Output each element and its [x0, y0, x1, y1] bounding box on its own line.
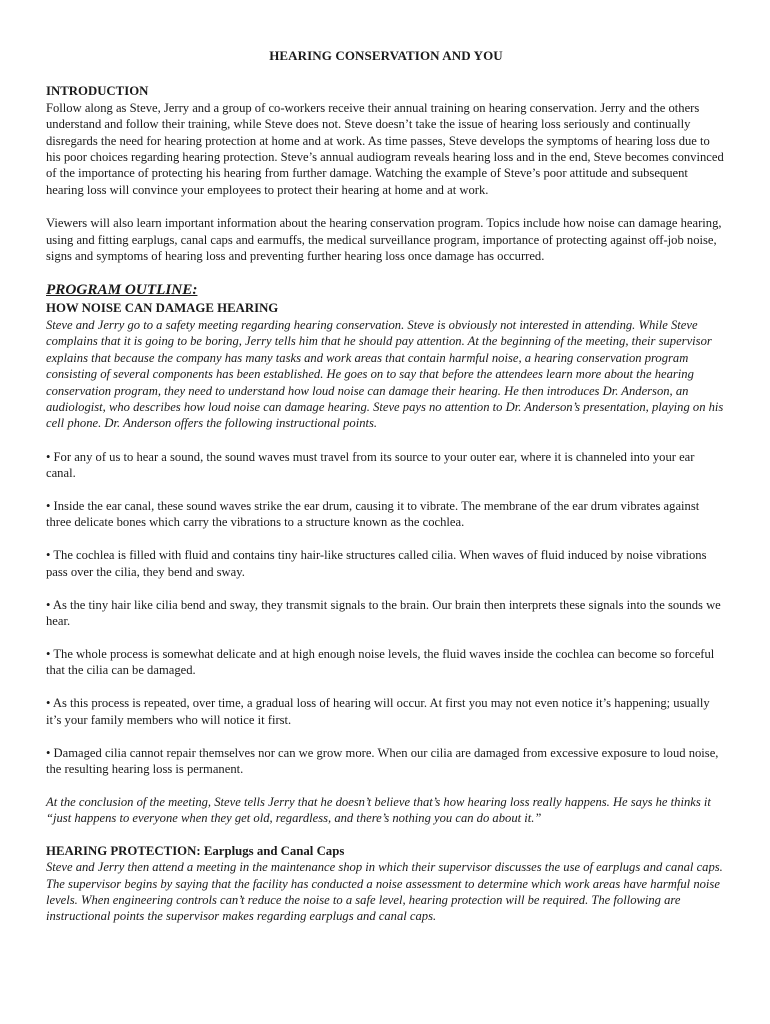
instructional-point: • As the tiny hair like cilia bend and sway, they transmit signals to the brain. Our brain then interprets these signals into the sounds we hear.: [46, 597, 721, 629]
instructional-point: • The cochlea is filled with fluid and contains tiny hair-like structures called cilia. When waves of fluid induced by noise vibrations pass over the cilia, they bend and sway.: [46, 548, 707, 579]
instructional-point: • Damaged cilia cannot repair themselves nor can we grow more. When our cilia are damaged from excessive exposure to loud noise, the resulting hearing loss is permanent.: [46, 745, 719, 776]
instructional-point: • Inside the ear canal, these sound waves strike the ear drum, causing it to vibrate. The membrane of the ear drum vibrates against three delicate bones which carry the vibrations to a structure known as the cochlea.: [46, 499, 700, 530]
introduction-heading: INTRODUCTION: [46, 84, 149, 99]
introduction-paragraph: Follow along as Steve, Jerry and a group of co-workers receive their annual training on hearing conservation. Jerry and the others understand and follow their training, while Steve does not. Steve doesn’t take the issue of hearing loss seriously and continually disregards the need for hearing protection at home and at work. As time passes, Steve develops the symptoms of hearing loss due to his poor choices regarding hearing protection. Steve’s annual audiogram reveals hearing loss and in the end, Steve becomes convinced of the importance of protecting his hearing from further damage. Watching the example of Steve’s poor attitude and subsequent hearing loss will convince your employees to protect their hearing at home and at work.: [46, 100, 724, 197]
noise-section-heading: HOW NOISE CAN DAMAGE HEARING: [46, 301, 279, 316]
instructional-point: • The whole process is somewhat delicate and at high enough noise levels, the fluid waves inside the cochlea can become so forceful that the cilia can be damaged.: [46, 646, 715, 678]
program-outline-heading: PROGRAM OUTLINE:: [46, 281, 198, 299]
introduction-paragraph: Viewers will also learn important information about the hearing conservation program. Topics include how noise can damage hearing, using and fitting earplugs, canal caps and earmuffs, the medical surveillance program, importance of protecting against off-job noise, signs and symptoms of hearing loss and preventing further hearing loss once damage has occurred.: [46, 216, 722, 264]
protection-section-narrative: Steve and Jerry then attend a meeting in the maintenance shop in which their supervisor discusses the use of earplugs and canal caps. The supervisor begins by saying that the facility has conducted a noise assessment to determine which work areas have harmful noise levels. When engineering controls can’t reduce the noise to a safe level, hearing protection will be required. The following are instructional points the supervisor makes regarding earplugs and canal caps.: [46, 860, 723, 924]
protection-section-heading: HEARING PROTECTION: Earplugs and Canal Caps: [46, 843, 345, 858]
document-page: [46, 48, 726, 925]
noise-section-closing: At the conclusion of the meeting, Steve tells Jerry that he doesn’t believe that’s how hearing loss really happens. He says he thinks it “just happens to everyone when they get old, regardless, and there’s nothing you can do about it.”: [46, 794, 711, 826]
noise-section-narrative: Steve and Jerry go to a safety meeting regarding hearing conservation. Steve is obviously not interested in attending. While Steve complains that it is going to be boring, Jerry tells him that he should pay attention. At the beginning of the meeting, their supervisor explains that because the company has many tasks and work areas that contain harmful noise, a hearing conservation program consisting of several components has been established. He goes on to say that before the attendees learn more about the hearing conservation program, they need to understand how loud noise can damage their hearing. He then introduces Dr. Anderson, an audiologist, who describes how loud noise can damage hearing. Steve pays no attention to Dr. Anderson’s presentation, playing on his cell phone. Dr. Anderson offers the following instructional points.: [46, 317, 724, 431]
document-title: HEARING CONSERVATION AND YOU: [269, 48, 503, 63]
instructional-point: • For any of us to hear a sound, the sound waves must travel from its source to your outer ear, where it is channeled into your ear canal.: [46, 449, 695, 481]
instructional-point: • As this process is repeated, over time, a gradual loss of hearing will occur. At first you may not even notice it’s happening; usually it’s your family members who will notice it first.: [46, 696, 710, 727]
